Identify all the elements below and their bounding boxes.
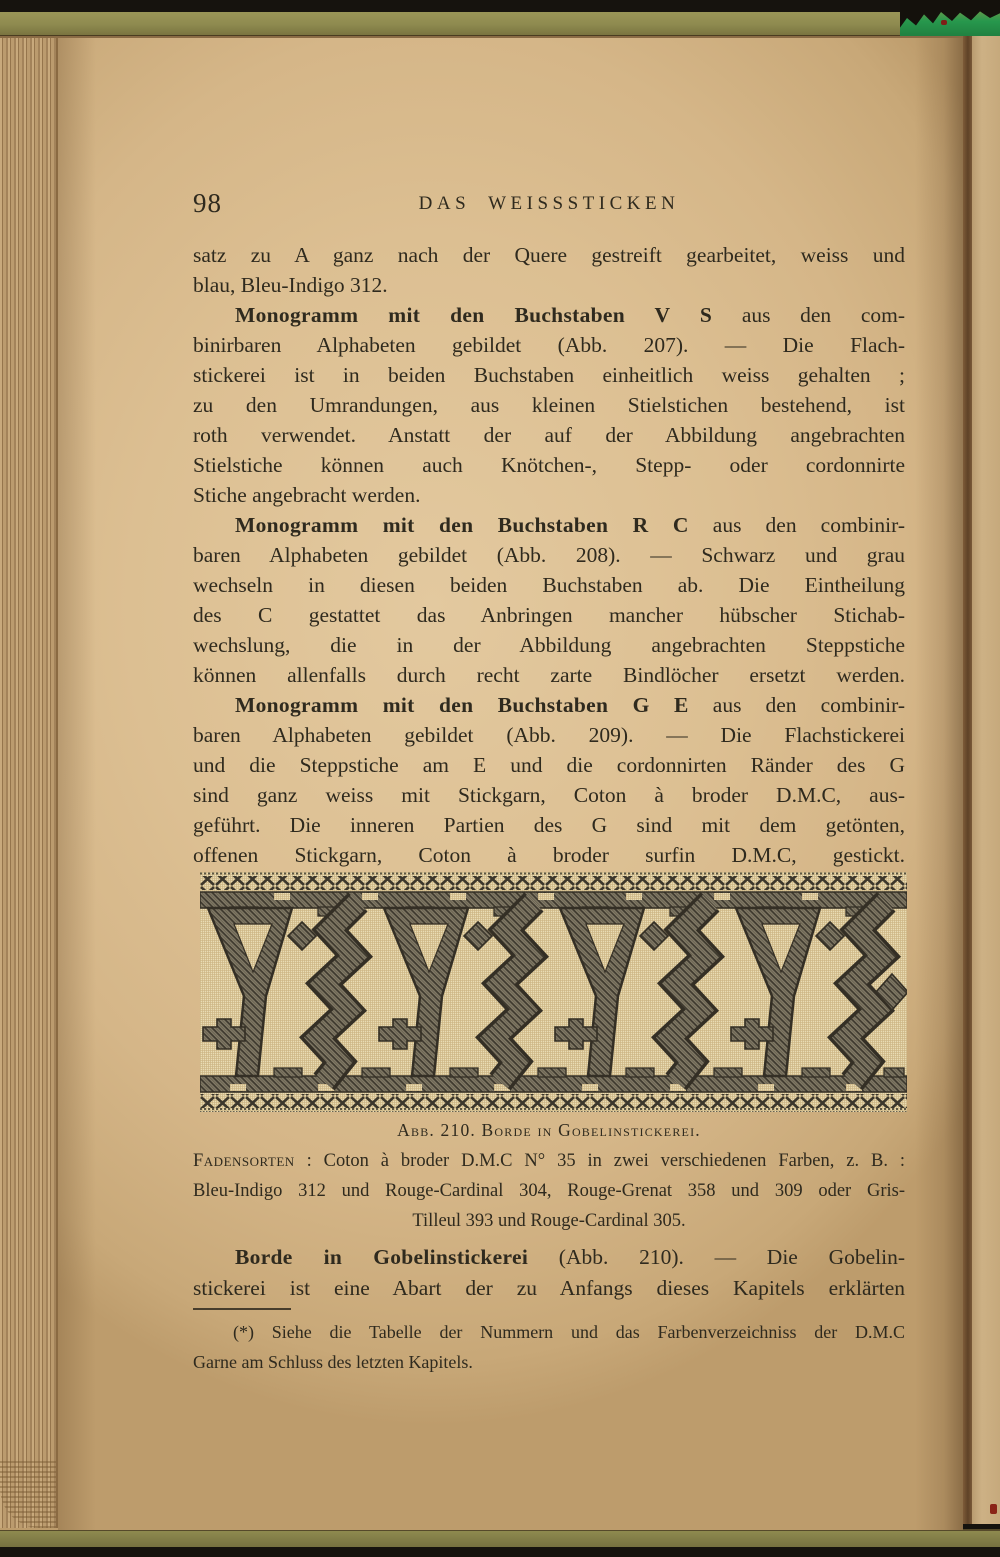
text-line: offenen Stickgarn, Coton à broder surfin D.M.C, gestickt. xyxy=(193,843,905,867)
figure-thread-note xyxy=(193,1146,905,1236)
text-line: sind ganz weiss mit Stickgarn, Coton à broder D.M.C, aus- xyxy=(193,783,905,807)
text-line: Tilleul 393 und Rouge-Cardinal 305. xyxy=(412,1211,686,1231)
body-text xyxy=(193,240,905,870)
next-page-sliver xyxy=(972,36,1000,1524)
paragraph xyxy=(193,690,905,870)
text-line: zu den Umrandungen, aus kleinen Stielstichen bestehend, ist xyxy=(193,393,905,417)
text-line: und die Steppstiche am E und die cordonnirten Ränder des G xyxy=(193,753,905,777)
text-line: Bleu-Indigo 312 und Rouge-Cardinal 304, Rouge-Grenat 358 und 309 oder Gris- xyxy=(193,1181,905,1201)
footnote-rule xyxy=(193,1308,291,1310)
text-line: stickerei ist in beiden Buchstaben einheitlich weiss gehalten ; xyxy=(193,363,905,387)
page-gutter xyxy=(963,36,972,1524)
paragraph xyxy=(193,300,905,510)
red-wear-speck xyxy=(941,20,947,25)
text-line: Monogramm mit den Buchstaben G E aus den combinir- xyxy=(235,693,905,717)
text-line: roth verwendet. Anstatt der auf der Abbildung angebrachten xyxy=(193,423,905,447)
text-line: (*) Siehe die Tabelle der Nummern und das Farbenverzeichniss der D.M.C xyxy=(233,1322,905,1342)
red-wear-speck xyxy=(990,1504,997,1514)
text-line: wechseln in diesen beiden Buchstaben ab. Die Eintheilung xyxy=(193,573,905,597)
stacked-page-edges xyxy=(0,38,58,1528)
text-line: stickerei ist eine Abart der zu Anfangs dieses Kapitels erklärten xyxy=(193,1276,905,1300)
footnote xyxy=(193,1317,905,1377)
text-line: satz zu A ganz nach der Quere gestreift gearbeitet, weiss und xyxy=(193,243,905,267)
text-line: binirbaren Alphabeten gebildet (Abb. 207). — Die Flach- xyxy=(193,333,905,357)
book-page xyxy=(0,36,963,1530)
text-line: blau, Bleu-Indigo 312. xyxy=(193,273,388,297)
text-line: geführt. Die inneren Partien des G sind mit dem getönten, xyxy=(193,813,905,837)
text-line: des C gestattet das Anbringen mancher hübscher Stichab- xyxy=(193,603,905,627)
text-line: Stiche angebracht werden. xyxy=(193,483,421,507)
book-cover-bottom-edge xyxy=(0,1529,1000,1547)
paragraph xyxy=(193,240,905,300)
text-line: Stielstiche können auch Knötchen-, Stepp- oder cordonnirte xyxy=(193,453,905,477)
worn-green-cloth xyxy=(900,9,1000,39)
paragraph xyxy=(193,1242,905,1304)
text-line: Garne am Schluss des letzten Kapitels. xyxy=(193,1352,473,1372)
page-header xyxy=(193,188,905,222)
embroidery-border-figure xyxy=(200,872,907,1112)
running-title: DAS WEISSSTICKEN xyxy=(418,193,680,214)
text-line: wechslung, die in der Abbildung angebrachten Steppstiche xyxy=(193,633,905,657)
page-number: 98 xyxy=(193,188,222,218)
book-cover-top-edge xyxy=(0,12,948,38)
worn-cover-corner xyxy=(900,0,1000,39)
body-text-after-figure xyxy=(193,1242,905,1304)
text-line: baren Alphabeten gebildet (Abb. 208). — Schwarz und grau xyxy=(193,543,905,567)
gobelin-border-illustration xyxy=(200,872,907,1112)
text-line: können allenfalls durch recht zarte Bindlöcher ersetzt werden. xyxy=(193,663,905,687)
figure-caption: Abb. 210. Borde in Gobelinstickerei. xyxy=(397,1120,701,1140)
text-line: Monogramm mit den Buchstaben R C aus den combinir- xyxy=(235,513,905,537)
text-line: Borde in Gobelinstickerei (Abb. 210). — Die Gobelin- xyxy=(235,1245,905,1269)
paragraph xyxy=(193,510,905,690)
text-line: Monogramm mit den Buchstaben V S aus den com- xyxy=(235,303,905,327)
text-line: baren Alphabeten gebildet (Abb. 209). — Die Flachstickerei xyxy=(193,723,905,747)
text-line: Fadensorten : Coton à broder D.M.C N° 35 in zwei verschiedenen Farben, z. B. : xyxy=(193,1151,905,1171)
page-edge-shadow xyxy=(58,38,96,1530)
